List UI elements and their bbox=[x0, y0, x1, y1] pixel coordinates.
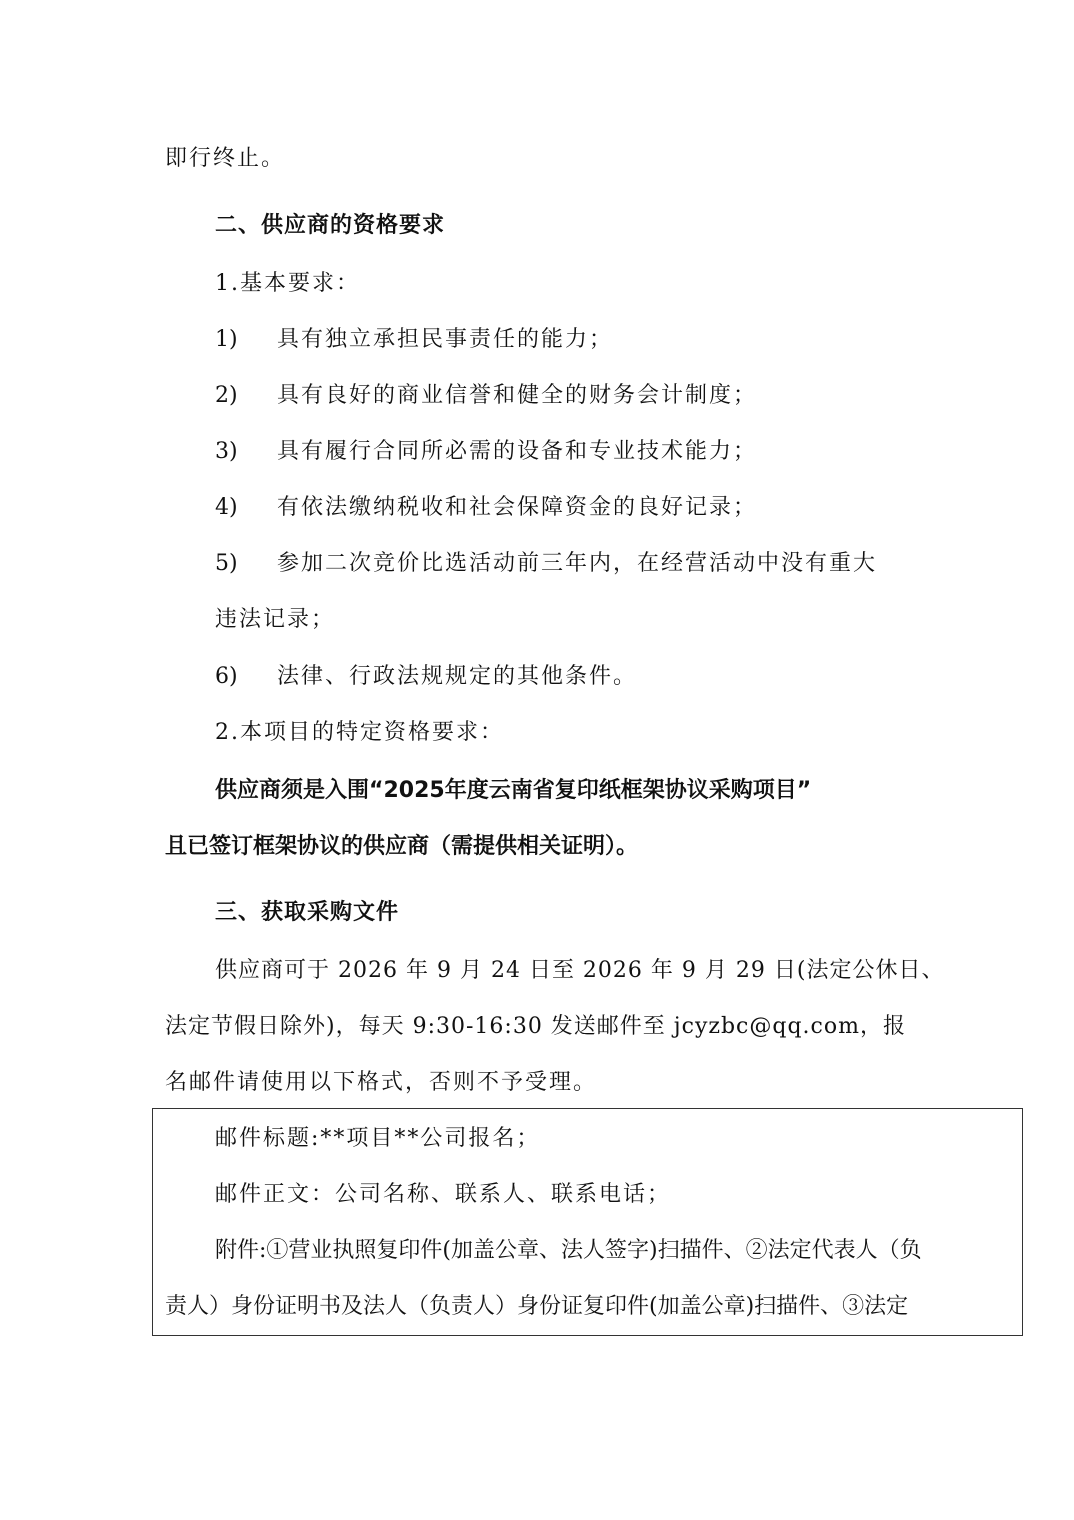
specific-requirement-line-1: 供应商须是入围“2025年度云南省复印纸框架协议采购项目” bbox=[215, 778, 812, 803]
item-number: 2) bbox=[215, 383, 238, 408]
item-number: 5) bbox=[215, 551, 238, 576]
email-attachments-line-2: 责人）身份证明书及法人（负责人）身份证复印件(加盖公章)扫描件、③法定 bbox=[165, 1294, 909, 1319]
requirement-item-4 bbox=[215, 494, 757, 522]
requirement-item-6 bbox=[215, 663, 637, 691]
item-text: 具有良好的商业信誉和健全的财务会计制度； bbox=[277, 383, 758, 408]
specific-requirement-line-2: 且已签订框架协议的供应商（需提供相关证明）。 bbox=[165, 834, 639, 859]
requirement-item-5 bbox=[215, 550, 877, 578]
requirement-item-3 bbox=[215, 438, 757, 466]
section-3-heading: 三、获取采购文件 bbox=[215, 900, 400, 925]
item-text: 参加二次竞价比选活动前三年内，在经营活动中没有重大 bbox=[277, 551, 878, 576]
item-number: 4) bbox=[215, 495, 238, 520]
requirement-item-5-continued: 违法记录； bbox=[215, 607, 336, 632]
requirement-item-1 bbox=[215, 326, 613, 354]
item-text: 法律、行政法规规定的其他条件。 bbox=[277, 664, 638, 689]
acquisition-paragraph-line-1: 供应商可于 2026 年 9 月 24 日至 2026 年 9 月 29 日(法定公休日、 bbox=[215, 958, 945, 983]
email-body-format: 邮件正文：公司名称、联系人、联系电话； bbox=[215, 1182, 672, 1207]
requirement-item-2 bbox=[215, 382, 757, 410]
acquisition-paragraph-line-3: 名邮件请使用以下格式，否则不予受理。 bbox=[165, 1070, 598, 1095]
item-text: 具有独立承担民事责任的能力； bbox=[277, 327, 614, 352]
item-number: 3) bbox=[215, 439, 238, 464]
email-subject-format: 邮件标题:**项目**公司报名； bbox=[215, 1126, 541, 1151]
item-text: 具有履行合同所必需的设备和专业技术能力； bbox=[277, 439, 758, 464]
email-attachments-line-1: 附件:①营业执照复印件(加盖公章、法人签字)扫描件、②法定代表人（负 bbox=[215, 1238, 922, 1263]
section-2-heading: 二、供应商的资格要求 bbox=[215, 213, 446, 238]
acquisition-paragraph-line-2: 法定节假日除外)，每天 9:30-16:30 发送邮件至 jcyzbc@qq.com，报 bbox=[165, 1014, 906, 1039]
item-number: 1) bbox=[215, 327, 238, 352]
email-format-box bbox=[152, 1108, 1023, 1336]
item-number: 6) bbox=[215, 664, 238, 689]
specific-requirements-title: 2.本项目的特定资格要求： bbox=[215, 720, 504, 745]
basic-requirements-title: 1.基本要求： bbox=[215, 271, 360, 296]
item-text: 有依法缴纳税收和社会保障资金的良好记录； bbox=[277, 495, 758, 520]
continued-text: 即行终止。 bbox=[165, 146, 286, 171]
